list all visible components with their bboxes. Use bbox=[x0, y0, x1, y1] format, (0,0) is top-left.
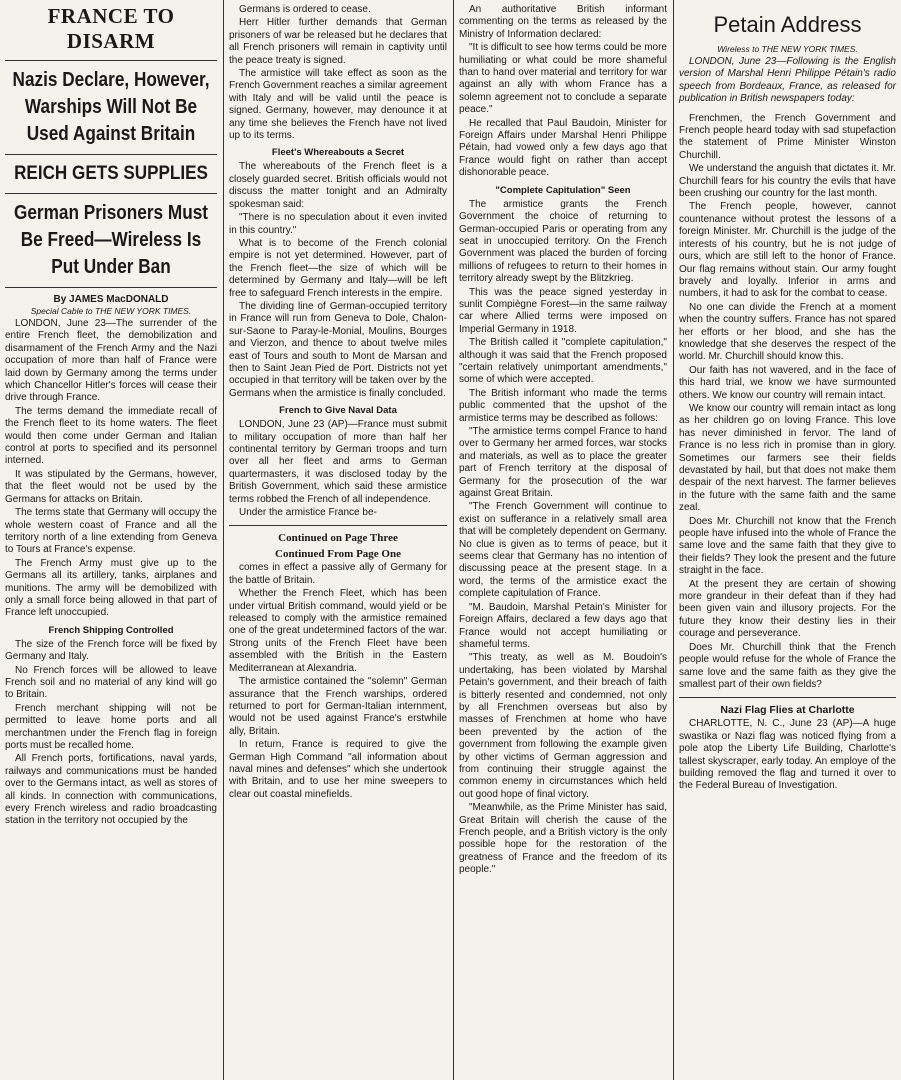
subheading: "Complete Capitulation" Seen bbox=[495, 184, 631, 196]
paragraph: The armistice will take effect as soon as the French Government reaches a similar agreement with Italy and will be valid until the peace is signed. Germany, however, may denounce it at any time she believes the French have not lived up to its terms. bbox=[229, 68, 447, 142]
paragraph: An authoritative British informant commenting on the terms as released by the Ministry of Information declared: bbox=[459, 4, 667, 40]
paragraph: "This treaty, as well as M. Boudoin's undertaking, has been violated by Marshal Petain's government, and their breach of faith is bitterly resented and condemned, not only by all Frenchmen overseas but also by masses of Frenchmen at home who have been prevented by the action of the government from following the example given by other victims of German aggression and from continuing their struggle against the common enemy in circumstances which held out good hope of final victory. bbox=[459, 652, 667, 800]
paragraph: The French Army must give up to the Germans all its artillery, tanks, airplanes and munitions. The army will be demobilized with only a small force being allowed in that part of France left unoccupied. bbox=[5, 557, 217, 619]
paragraph: "The French Government will continue to exist on sufferance in a relatively small area that will be completely dependent on Germany. No clue is given as to terms of peace, but it seems clear that Germany has no intention of discussing peace at the present stage. In a word, the terms of the armistice exact the complete capitulation of France. bbox=[459, 501, 667, 600]
divider bbox=[5, 154, 217, 155]
subheading: French Shipping Controlled bbox=[48, 624, 174, 636]
paragraph: This was the peace signed yesterday in sunlit Compiègne Forest—in the same railway car where Allied terms were imposed on Imperial Germany in 1918. bbox=[459, 286, 667, 335]
intro-paragraph: LONDON, June 23—Following is the English version of Marshal Henri Philippe Pétain's radio speech from Bordeaux, France, as released for publication in British newspapers today: bbox=[679, 56, 896, 105]
paragraph: LONDON, June 23 (AP)—France must submit to military occupation of more than half her continental territory by German troops and turn over all her fleet and arms to German quartermasters, it was disclosed today by the British Government, which said these armistice terms robbed the French of all independence. bbox=[229, 419, 447, 505]
paragraph: No French forces will be allowed to leave French soil and no material of any kind will go to Britain. bbox=[5, 664, 217, 701]
deck-3: German Prisoners Must Be Freed—Wireless Is Put Under Ban bbox=[13, 202, 209, 278]
paragraph: It was stipulated by the Germans, however, that the fleet would not be used by the Germans for attacks on Britain. bbox=[5, 468, 217, 505]
paragraph: The French people, however, cannot countenance without protest the lessons of a foreign Minister. Mr. Churchill is the judge of the interests of his country, but he is not judge of ours, which are still left to the honor of France. Our flag remains without stain. Our army fought bravely and loyally. Inferior in arms and numbers, it had to ask for the combat to cease. bbox=[679, 201, 896, 300]
divider bbox=[5, 60, 217, 61]
paragraph: "M. Baudoin, Marshal Petain's Minister for Foreign Affairs, declared a few days ago that France would not accept humiliating or shameful terms. bbox=[459, 601, 667, 650]
divider bbox=[5, 193, 217, 194]
paragraph: CHARLOTTE, N. C., June 23 (AP)—A huge swastika or Nazi flag was noticed flying from a pole atop the Liberty Life Building, Charlotte's tallest skyscraper, early today. An employe of the building removed the flag and turned it over to the Federal Bureau of Investigation. bbox=[679, 718, 896, 792]
deck-2: REICH GETS SUPPLIES bbox=[14, 163, 208, 184]
paragraph: Frenchmen, the French Government and French people heard today with sad stupefaction the statement of Prime Minister Winston Churchill. bbox=[679, 112, 896, 161]
paragraph: Under the armistice France be- bbox=[239, 507, 377, 519]
paragraph: comes in effect a passive ally of Germany for the battle of Britain. bbox=[229, 562, 447, 586]
paragraph: Our faith has not wavered, and in the face of this hard trial, we know we have surmounted others. We know our country will remain intact. bbox=[679, 364, 896, 401]
column-1 bbox=[0, 0, 222, 1080]
paragraph: "There is no speculation about it even invited in this country." bbox=[229, 212, 447, 236]
paragraph: No one can divide the French at a moment when the country suffers. France has not spared her efforts or her blood, and she has the knowledge that she deserves the respect of the world. Mr. Churchill should know this. bbox=[679, 301, 896, 363]
paragraph: The dividing line of German-occupied territory in France will run from Geneva to Dole, Chalon-sur-Saone to Paray-le-Monial, Moulins, Bourges and Vierzon, and thence to about twelve miles east of Tours and south to Mont de Marsan and then to Saint Jean Pied de Port. Districts not yet occupied in that territory will be taken over by the Germans when the armistice is finally concluded. bbox=[229, 300, 447, 399]
paragraph: Germans is ordered to cease. bbox=[239, 4, 371, 15]
paragraph: The terms demand the immediate recall of the French fleet to its home waters. The fleet would then come under German and Italian control at ports to specified and its personnel interned. bbox=[5, 405, 217, 467]
column-2 bbox=[224, 0, 452, 1080]
main-headline: FRANCE TO DISARM bbox=[47, 4, 175, 53]
paragraph: What is to become of the French colonial empire is not yet determined. However, part of the French fleet—the size of which will be determined by Germany and Italy—will be left free to safeguard French interests in the empire. bbox=[229, 237, 447, 299]
paragraph: "It is difficult to see how terms could be more humiliating or what could be more shameful than to hand over material and territory for war against an ally with whom France has a solemn agreement not to conclude a separate peace." bbox=[459, 42, 667, 116]
paragraph: The armistice grants the French Government the choice of returning to German-occupied Paris or operating from any seat in unoccupied territory. On the French Government was placed the burden of forcing millions of refugees to return to their homes in territory already swept by the Blitzkrieg. bbox=[459, 198, 667, 285]
divider bbox=[5, 287, 217, 288]
deck-1: Nazis Declare, However, Warships Will Not Be Used Against Britain bbox=[12, 69, 210, 145]
divider bbox=[679, 697, 896, 698]
paragraph: The size of the French force will be fixed by Germany and Italy. bbox=[5, 638, 217, 663]
continued-to-label: Continued on Page Three bbox=[278, 532, 398, 545]
paragraph: The British called it "complete capitulation," although it was said that the French proposed "certain relatively unimportant amendments," some of which were accepted. bbox=[459, 337, 667, 386]
paragraph: At the present they are certain of showing more grandeur in their defeat than if they had been given vain and illusory projects. For the future they know their destiny lies in their courage and perseverance. bbox=[679, 578, 896, 640]
credit-line: Wireless to THE NEW YORK TIMES. bbox=[717, 44, 858, 54]
paragraph: We know our country will remain intact as long as her children go on loving France. This love has never diminished in fervor. The land of France is no less rich in promise than in glory. Sometimes our farmers see their fields devastated by hail, but that does not make them despair of the next harvest. The farmer believes in the future with the same faith and the same zeal. bbox=[679, 402, 896, 514]
credit-line: Special Cable to THE NEW YORK TIMES. bbox=[30, 306, 192, 316]
paragraph: LONDON, June 23—The surrender of the entire French fleet, the demobilization and disarmament of the French Army and the Nazi occupation of more than half of France were laid down by Germany among the terms under which Chancellor Hitler's forces will cease their drive through France. bbox=[5, 318, 217, 404]
paragraph: The terms state that Germany will occupy the whole western coast of France and all the territory north of a line extending from Geneva to Tours at France's expense. bbox=[5, 507, 217, 556]
paragraph: Herr Hitler further demands that German prisoners of war be released but he declares that all French prisoners will remain in captivity until the peace treaty is signed. bbox=[229, 17, 447, 66]
paragraph: We understand the anguish that dictates it. Mr. Churchill fears for his country the evils that have been crushing our country for the last month. bbox=[679, 163, 896, 200]
byline: By JAMES MacDONALD bbox=[53, 294, 169, 305]
paragraph: The British informant who made the terms public commented that the upshot of the armistice terms may be described as follows: bbox=[459, 387, 667, 424]
intro-block bbox=[679, 56, 896, 106]
nazi-flag-headline: Nazi Flag Flies at Charlotte bbox=[720, 704, 855, 717]
paragraph: "The armistice terms compel France to hand over to Germany her armed forces, war stocks and materials, as well as to place the greater part of French territory at the disposal of Germany for the prosecution of the war against Great Britain. bbox=[459, 426, 667, 500]
paragraph: All French ports, fortifications, naval yards, railways and communications must be handed over to the Germans intact, as well as stores of all kinds. In connection with communications, every French wireless and radio broadcasting station in the territory not occupied by the bbox=[5, 753, 217, 827]
subheading: French to Give Naval Data bbox=[279, 405, 397, 417]
subheading: Fleet's Whereabouts a Secret bbox=[271, 147, 405, 159]
paragraph: French merchant shipping will not be permitted to leave home ports and all merchantmen under the French flag in foreign ports must be recalled home. bbox=[5, 702, 217, 751]
continued-from-label: Continued From Page One bbox=[275, 548, 401, 561]
paragraph: In return, France is required to give the German High Command "all information about naval mines and defenses" which she undertook with Britain, and to use her mine sweepers to clear out coastal minefields. bbox=[229, 739, 447, 800]
paragraph: "Meanwhile, as the Prime Minister has said, Great Britain will cherish the cause of the French people, and a British victory is the only possible hope for the restoration of the greatness of France and the freedom of its people." bbox=[459, 802, 667, 876]
column-3 bbox=[454, 0, 672, 1080]
paragraph: He recalled that Paul Baudoin, Minister for Foreign Affairs under Marshal Henri Philippe Pétain, had vowed only a few days ago that France would fight on rather than accept dishonorable peace. bbox=[459, 117, 667, 179]
paragraph: Does Mr. Churchill think that the French people would refuse for the whole of France the same love and the same faith as they give the smallest part of their own fields? bbox=[679, 641, 896, 690]
divider bbox=[229, 525, 447, 526]
paragraph: The armistice contained the "solemn" German assurance that the French warships, ordered returned to port for German-Italian internment, would not be used against France's erstwhile ally, Britain. bbox=[229, 676, 447, 737]
paragraph: Does Mr. Churchill not know that the French people have infused into the whole of France the same love and the same faith that they give to their fields? They look the present and the future straight in the face. bbox=[679, 515, 896, 577]
paragraph: The whereabouts of the French fleet is a closely guarded secret. British officials would not discuss the matter tonight and an Admiralty spokesman said: bbox=[229, 161, 447, 210]
column-4 bbox=[674, 0, 901, 1080]
paragraph: Whether the French Fleet, which has been under virtual British command, would yield or be released to comply with the armistice remained one of the great undetermined factors of the war. Strong units of the French Fleet have been assembled with the British in the Eastern Mediterranean at Alexandria. bbox=[229, 588, 447, 674]
petain-address-title: Petain Address bbox=[713, 12, 862, 37]
